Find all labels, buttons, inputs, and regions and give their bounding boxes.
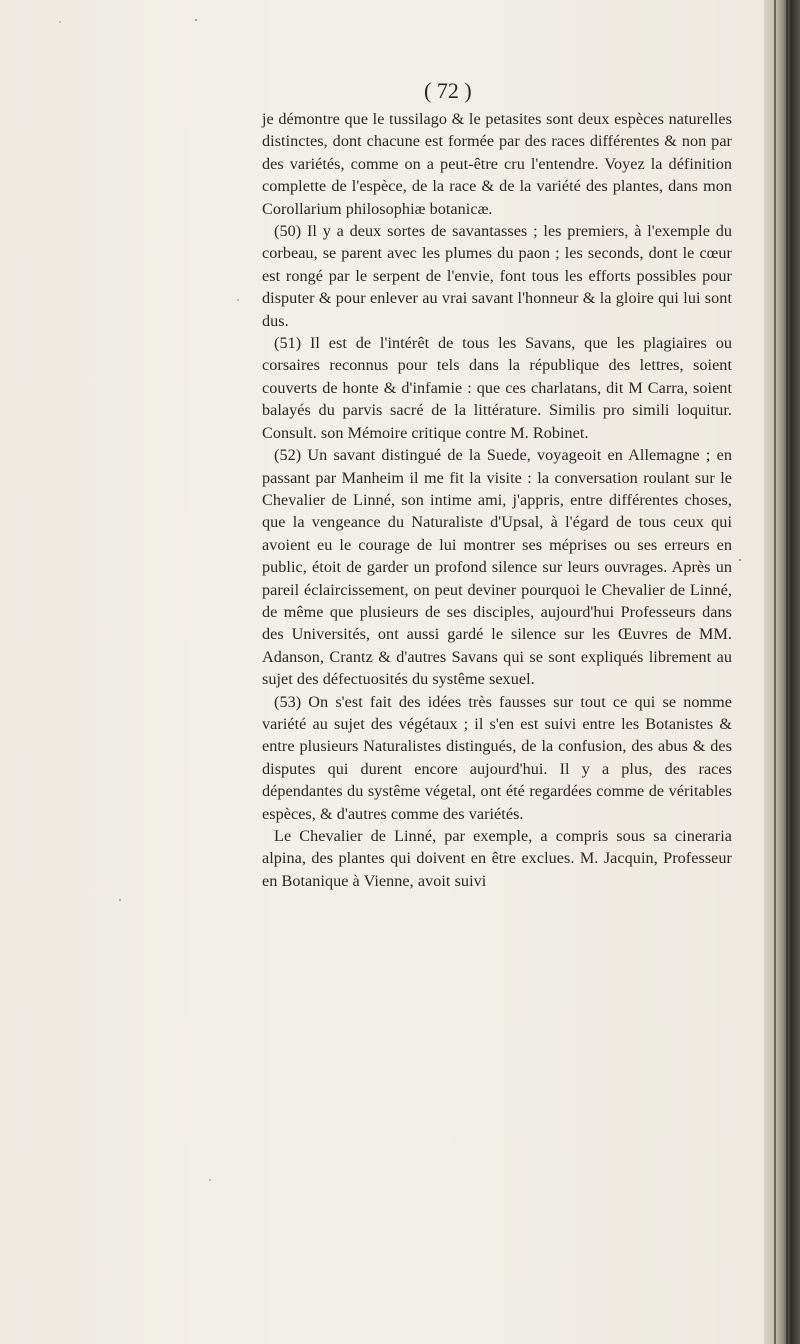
page-number: ( 72 ) [424, 78, 472, 103]
body-text [262, 108, 732, 892]
book-binding-edge [764, 0, 800, 1344]
note-51: (51) Il est de l'intérêt de tous les Savans, que les plagiaires ou corsaires reconnus pour tels dans la république des lettres, soient couverts de honte & d'infamie : que ces charlatans, dit M Carra, soient balayés du parvis sacré de la littérature. Similis pro simili loquitur. Consult. son Mémoire critique contre M. Robinet. [262, 334, 732, 442]
paragraph-continuation: je démontre que le tussilago & le petasites sont deux espèces naturelles distinctes, dont chacune est formée par des races différentes & non par des variétés, comme on a peut-être cru l'entendre. Voyez la définition complette de l'espèce, de la race & de la variété des plantes, dans mon Corollarium philosophiæ botanicæ. [262, 110, 732, 218]
note-52: (52) Un savant distingué de la Suede, voyageoit en Allemagne ; en passant par Manheim il me fit la visite : la conversation roulant sur le Chevalier de Linné, son intime ami, j'appris, entre différentes choses, que la vengeance du Naturaliste d'Upsal, à l'égard de tous ceux qui avoient eu le courage de lui montrer ses méprises ou ses erreurs en public, étoit de garder un profond silence sur leurs ouvrages. Après un pareil éclaircissement, on peut deviner pourquoi le Chevalier de Linné, de même que plusieurs de ses disciples, aujourd'hui Professeurs dans des Universités, ont aussi gardé le silence sur les Œuvres de MM. Adanson, Crantz & d'autres Savans qui se sont expliqués librement au sujet des défectuosités du systême sexuel. [262, 446, 732, 689]
note-50: (50) Il y a deux sortes de savantasses ; les premiers, à l'exemple du corbeau, se parent avec les plumes du paon ; les seconds, dont le cœur est rongé par le serpent de l'envie, font tous les efforts possibles pour disputer & pour enlever au vrai savant l'honneur & la gloire qui lui sont dus. [262, 222, 732, 330]
note-53: (53) On s'est fait des idées très fausses sur tout ce qui se nomme variété au sujet des végétaux ; il s'en est suivi entre les Botanistes & entre plusieurs Naturalistes distingués, de la confusion, des abus & des disputes qui durent encore aujourd'hui. Il y a plus, des races dépendantes du systême végetal, ont été regardées comme de véritables espèces, & d'autres comme des variétés. [262, 692, 732, 823]
paragraph-linne-example: Le Chevalier de Linné, par exemple, a compris sous sa cineraria alpina, des plantes qui doivent en être exclues. M. Jacquin, Professeur en Botanique à Vienne, avoit suivi [262, 827, 732, 890]
